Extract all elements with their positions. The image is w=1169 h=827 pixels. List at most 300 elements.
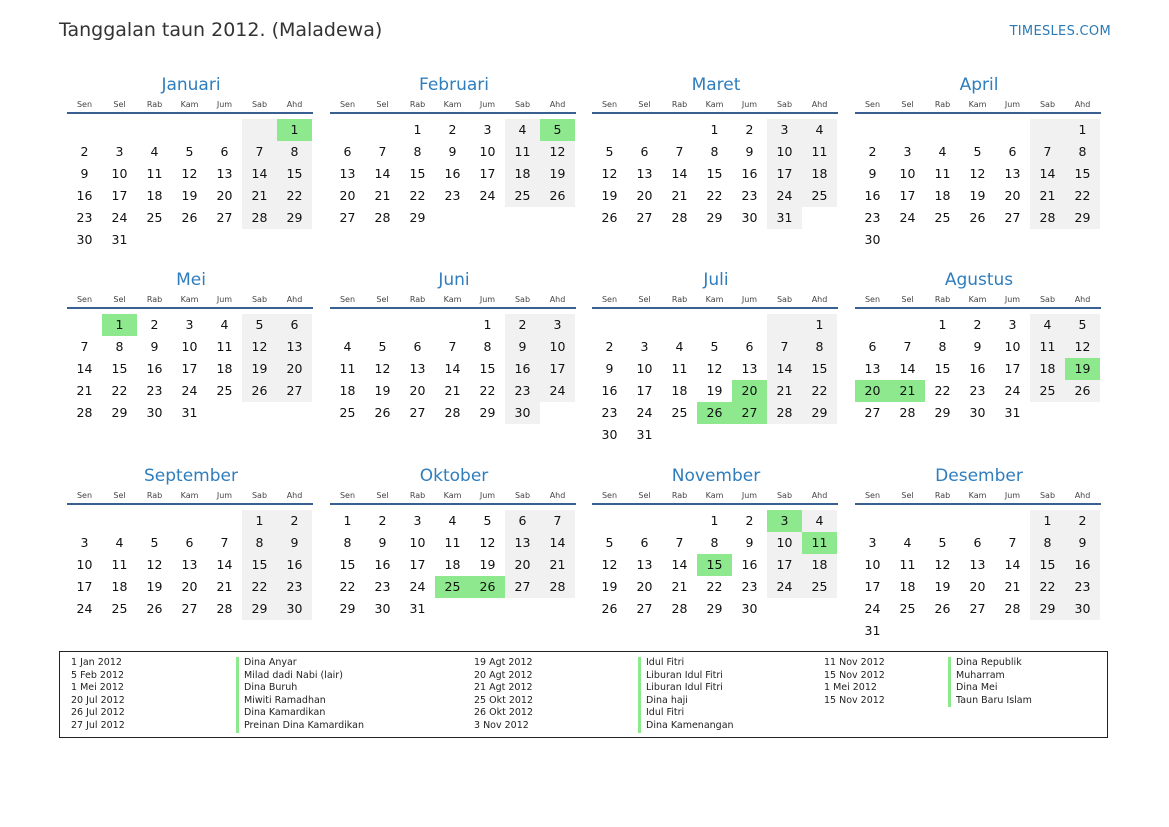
day-cell: 20 <box>636 188 653 203</box>
weekday-header <box>67 98 313 114</box>
day-cell: 28 <box>540 576 575 598</box>
legend-holiday-name: Dina Mei <box>948 682 1032 695</box>
day-cell: 23 <box>374 579 391 594</box>
day-cell: 31 <box>636 427 653 442</box>
empty-day-cell <box>627 510 662 532</box>
day-cell: 7 <box>540 510 575 532</box>
day-cell: 29 <box>1030 598 1065 620</box>
day-cell: 5 <box>540 119 575 141</box>
day-cell: 20 <box>505 554 540 576</box>
day-cell: 16 <box>969 361 986 376</box>
weekday-label: Ahd <box>1074 100 1091 109</box>
weekday-header <box>855 489 1101 505</box>
day-cell: 7 <box>1030 141 1065 163</box>
day-cell: 9 <box>1065 532 1100 554</box>
holiday-legend <box>59 651 1108 738</box>
page-title: Tanggalan taun 2012. (Maladewa) <box>59 19 383 41</box>
day-cell: 16 <box>277 554 312 576</box>
empty-day-cell <box>172 119 207 141</box>
day-cell: 18 <box>111 579 128 594</box>
legend-holiday-name: Idul Fitri <box>638 657 734 670</box>
day-cell: 14 <box>444 361 461 376</box>
weekday-header <box>330 293 576 309</box>
day-cell: 3 <box>640 339 649 354</box>
legend-holiday-name: Dina Anyar <box>236 657 364 670</box>
day-cell: 8 <box>1030 532 1065 554</box>
day-cell: 16 <box>1065 554 1100 576</box>
day-cell: 28 <box>216 601 233 616</box>
empty-day-cell <box>592 510 627 532</box>
day-cell: 21 <box>890 380 925 402</box>
day-cell: 4 <box>115 535 124 550</box>
day-cell: 7 <box>242 141 277 163</box>
day-cell: 20 <box>277 358 312 380</box>
weekday-label: Rab <box>409 295 426 304</box>
day-cell: 30 <box>601 427 618 442</box>
day-cell: 3 <box>115 144 124 159</box>
day-cell: 15 <box>802 358 837 380</box>
day-cell: 9 <box>605 361 614 376</box>
day-cell: 30 <box>76 232 93 247</box>
day-cell: 23 <box>1065 576 1100 598</box>
empty-day-cell <box>662 510 697 532</box>
day-cell: 9 <box>277 532 312 554</box>
day-cell: 28 <box>767 402 802 424</box>
day-cell: 18 <box>505 163 540 185</box>
empty-day-cell <box>890 510 925 532</box>
day-cell: 23 <box>864 210 881 225</box>
month-september <box>68 465 314 620</box>
legend-date: 27 Jul 2012 <box>71 719 125 731</box>
legend-names-column <box>236 657 364 733</box>
month-name: November <box>671 466 761 486</box>
day-cell: 27 <box>969 601 986 616</box>
day-cell: 13 <box>864 361 881 376</box>
day-cell: 6 <box>640 144 649 159</box>
day-cell: 29 <box>706 601 723 616</box>
day-cell: 6 <box>343 144 352 159</box>
weekday-label: Sel <box>376 491 389 500</box>
day-grid <box>592 510 839 620</box>
weekday-label: Sel <box>901 295 914 304</box>
day-cell: 17 <box>111 188 128 203</box>
empty-day-cell <box>207 119 242 141</box>
day-cell: 25 <box>899 601 916 616</box>
weekday-label: Sel <box>638 491 651 500</box>
day-cell: 8 <box>242 532 277 554</box>
day-cell: 10 <box>864 557 881 572</box>
day-cell: 23 <box>741 188 758 203</box>
weekday-label: Rab <box>409 100 426 109</box>
day-cell: 7 <box>903 339 912 354</box>
empty-day-cell <box>662 119 697 141</box>
day-cell: 31 <box>767 207 802 229</box>
day-cell: 11 <box>111 557 128 572</box>
day-cell: 6 <box>640 535 649 550</box>
month-juli <box>593 269 839 446</box>
day-cell: 25 <box>435 576 470 598</box>
legend-date: 3 Nov 2012 <box>474 719 529 731</box>
day-cell: 4 <box>938 144 947 159</box>
day-cell: 8 <box>1065 141 1100 163</box>
day-cell: 27 <box>216 210 233 225</box>
weekday-label: Ahd <box>286 100 303 109</box>
day-cell: 24 <box>479 188 496 203</box>
day-cell: 29 <box>339 601 356 616</box>
day-cell: 17 <box>409 557 426 572</box>
day-cell: 3 <box>1008 317 1017 332</box>
day-cell: 2 <box>1065 510 1100 532</box>
day-cell: 2 <box>378 513 387 528</box>
day-cell: 9 <box>868 166 877 181</box>
weekday-label: Rab <box>671 295 688 304</box>
day-cell: 17 <box>1004 361 1021 376</box>
day-cell: 28 <box>671 601 688 616</box>
day-cell: 20 <box>1004 188 1021 203</box>
day-cell: 12 <box>706 361 723 376</box>
day-cell: 24 <box>111 210 128 225</box>
day-cell: 5 <box>242 314 277 336</box>
weekday-header <box>855 98 1101 114</box>
day-cell: 1 <box>277 119 312 141</box>
empty-day-cell <box>137 510 172 532</box>
day-cell: 5 <box>1065 314 1100 336</box>
weekday-label: Kam <box>968 491 987 500</box>
day-cell: 1 <box>710 513 719 528</box>
day-cell: 5 <box>483 513 492 528</box>
day-cell: 19 <box>540 163 575 185</box>
day-cell: 1 <box>1030 510 1065 532</box>
day-cell: 1 <box>802 314 837 336</box>
weekday-label: Sel <box>376 295 389 304</box>
day-cell: 4 <box>448 513 457 528</box>
day-cell: 8 <box>802 336 837 358</box>
day-cell: 25 <box>505 185 540 207</box>
day-cell: 5 <box>605 535 614 550</box>
day-cell: 1 <box>1065 119 1100 141</box>
day-cell: 25 <box>1030 380 1065 402</box>
day-cell: 21 <box>671 579 688 594</box>
day-cell: 10 <box>1004 339 1021 354</box>
weekday-label: Ahd <box>811 100 828 109</box>
day-cell: 6 <box>277 314 312 336</box>
empty-day-cell <box>592 119 627 141</box>
day-cell: 27 <box>409 405 426 420</box>
weekday-label: Ahd <box>549 491 566 500</box>
weekday-label: Ahd <box>811 295 828 304</box>
weekday-label: Jum <box>216 295 233 304</box>
day-cell: 29 <box>111 405 128 420</box>
weekday-label: Kam <box>443 295 462 304</box>
legend-holiday-name: Milad dadi Nabi (lair) <box>236 670 364 683</box>
day-cell: 2 <box>868 144 877 159</box>
day-cell: 29 <box>479 405 496 420</box>
empty-day-cell <box>207 510 242 532</box>
day-cell: 28 <box>899 405 916 420</box>
legend-date: 1 Jan 2012 <box>71 657 122 668</box>
day-cell: 31 <box>111 232 128 247</box>
day-cell: 6 <box>745 339 754 354</box>
day-cell: 16 <box>601 383 618 398</box>
day-cell: 26 <box>242 380 277 402</box>
weekday-label: Sen <box>339 491 356 500</box>
weekday-label: Jum <box>741 100 758 109</box>
day-cell: 30 <box>741 210 758 225</box>
day-cell: 16 <box>146 361 163 376</box>
day-cell: 9 <box>745 535 754 550</box>
empty-day-cell <box>995 119 1030 141</box>
weekday-label: Sel <box>638 295 651 304</box>
empty-day-cell <box>732 314 767 336</box>
month-name: Agustus <box>944 270 1014 290</box>
day-cell: 19 <box>479 557 496 572</box>
day-cell: 24 <box>1004 383 1021 398</box>
day-cell: 27 <box>339 210 356 225</box>
day-cell: 27 <box>636 601 653 616</box>
weekday-label: Jum <box>741 295 758 304</box>
weekday-label: Sab <box>251 100 268 109</box>
empty-day-cell <box>67 510 102 532</box>
day-cell: 28 <box>1030 207 1065 229</box>
empty-day-cell <box>890 314 925 336</box>
weekday-label: Jum <box>1004 295 1021 304</box>
weekday-header <box>592 293 838 309</box>
day-cell: 14 <box>1004 557 1021 572</box>
day-cell: 15 <box>934 361 951 376</box>
day-cell: 3 <box>483 122 492 137</box>
month-desember <box>856 465 1102 642</box>
empty-day-cell <box>435 314 470 336</box>
day-cell: 25 <box>339 405 356 420</box>
weekday-label: Sen <box>864 295 881 304</box>
day-cell: 4 <box>903 535 912 550</box>
empty-day-cell <box>855 314 890 336</box>
day-cell: 11 <box>802 532 837 554</box>
day-cell: 11 <box>671 361 688 376</box>
legend-holiday-name: Liburan Idul Fitri <box>638 670 734 683</box>
day-cell: 30 <box>741 601 758 616</box>
day-cell: 19 <box>181 188 198 203</box>
empty-day-cell <box>172 510 207 532</box>
day-cell: 27 <box>732 402 767 424</box>
day-cell: 14 <box>242 163 277 185</box>
day-cell: 18 <box>1030 358 1065 380</box>
empty-day-cell <box>855 119 890 141</box>
day-grid <box>592 119 839 229</box>
weekday-header <box>855 293 1101 309</box>
empty-day-cell <box>1030 119 1065 141</box>
day-cell: 9 <box>745 144 754 159</box>
day-cell: 21 <box>242 185 277 207</box>
day-cell: 24 <box>181 383 198 398</box>
day-cell: 15 <box>277 163 312 185</box>
day-cell: 21 <box>540 554 575 576</box>
weekday-label: Sab <box>514 100 531 109</box>
day-cell: 6 <box>185 535 194 550</box>
day-cell: 5 <box>710 339 719 354</box>
day-cell: 14 <box>374 166 391 181</box>
day-cell: 8 <box>938 339 947 354</box>
day-cell: 17 <box>767 554 802 576</box>
weekday-label: Jum <box>216 491 233 500</box>
weekday-label: Ahd <box>286 295 303 304</box>
empty-day-cell <box>960 119 995 141</box>
day-cell: 18 <box>802 554 837 576</box>
day-cell: 27 <box>1004 210 1021 225</box>
day-cell: 18 <box>444 557 461 572</box>
day-cell: 26 <box>470 576 505 598</box>
day-cell: 2 <box>448 122 457 137</box>
day-cell: 7 <box>675 535 684 550</box>
day-cell: 10 <box>76 557 93 572</box>
legend-holiday-name: Dina Buruh <box>236 682 364 695</box>
weekday-label: Sen <box>339 295 356 304</box>
legend-holiday-name: Liburan Idul Fitri <box>638 682 734 695</box>
month-name: April <box>959 75 999 95</box>
legend-holiday-name: Dina Kamardikan <box>236 707 364 720</box>
day-cell: 23 <box>444 188 461 203</box>
weekday-label: Kam <box>443 491 462 500</box>
weekday-label: Sen <box>601 295 618 304</box>
day-cell: 24 <box>864 601 881 616</box>
day-cell: 2 <box>973 317 982 332</box>
weekday-label: Rab <box>146 295 163 304</box>
day-cell: 21 <box>76 383 93 398</box>
day-cell: 18 <box>934 188 951 203</box>
month-mei <box>68 269 314 424</box>
weekday-label: Sen <box>864 491 881 500</box>
empty-day-cell <box>662 314 697 336</box>
weekday-label: Sen <box>339 100 356 109</box>
day-cell: 10 <box>409 535 426 550</box>
day-cell: 10 <box>479 144 496 159</box>
month-name: Maret <box>691 75 741 95</box>
day-cell: 20 <box>969 579 986 594</box>
weekday-label: Rab <box>934 295 951 304</box>
day-cell: 28 <box>374 210 391 225</box>
day-cell: 31 <box>181 405 198 420</box>
day-cell: 25 <box>934 210 951 225</box>
month-name: Februari <box>419 75 489 95</box>
weekday-label: Sen <box>76 295 93 304</box>
month-januari <box>68 74 314 251</box>
weekday-label: Sen <box>864 100 881 109</box>
day-cell: 7 <box>378 144 387 159</box>
empty-day-cell <box>627 119 662 141</box>
weekday-label: Kam <box>705 100 724 109</box>
day-cell: 3 <box>540 314 575 336</box>
weekday-label: Jum <box>216 100 233 109</box>
weekday-label: Ahd <box>1074 295 1091 304</box>
weekday-label: Rab <box>671 491 688 500</box>
weekday-label: Kam <box>180 295 199 304</box>
weekday-label: Jum <box>1004 491 1021 500</box>
weekday-label: Rab <box>409 491 426 500</box>
day-cell: 12 <box>1065 336 1100 358</box>
day-cell: 10 <box>636 361 653 376</box>
day-cell: 1 <box>343 513 352 528</box>
day-cell: 21 <box>216 579 233 594</box>
day-cell: 2 <box>745 513 754 528</box>
empty-day-cell <box>67 314 102 336</box>
day-cell: 30 <box>374 601 391 616</box>
day-grid <box>855 314 1102 424</box>
weekday-header <box>67 293 313 309</box>
day-cell: 14 <box>1030 163 1065 185</box>
day-cell: 19 <box>146 579 163 594</box>
day-cell: 7 <box>448 339 457 354</box>
day-cell: 26 <box>601 601 618 616</box>
day-cell: 7 <box>1008 535 1017 550</box>
day-cell: 15 <box>1065 163 1100 185</box>
day-cell: 3 <box>767 119 802 141</box>
day-cell: 4 <box>802 119 837 141</box>
day-cell: 13 <box>969 557 986 572</box>
day-cell: 26 <box>601 210 618 225</box>
day-cell: 12 <box>479 535 496 550</box>
day-cell: 9 <box>505 336 540 358</box>
day-cell: 28 <box>76 405 93 420</box>
empty-day-cell <box>400 314 435 336</box>
legend-holiday-name: Miwiti Ramadhan <box>236 695 364 708</box>
legend-dates-column <box>71 657 125 733</box>
day-cell: 5 <box>973 144 982 159</box>
legend-holiday-name: Muharram <box>948 670 1032 683</box>
day-cell: 17 <box>76 579 93 594</box>
day-cell: 11 <box>444 535 461 550</box>
day-cell: 4 <box>505 119 540 141</box>
day-cell: 2 <box>80 144 89 159</box>
day-cell: 2 <box>605 339 614 354</box>
day-cell: 20 <box>732 380 767 402</box>
day-cell: 17 <box>540 358 575 380</box>
day-cell: 9 <box>150 339 159 354</box>
day-cell: 4 <box>343 339 352 354</box>
empty-day-cell <box>330 314 365 336</box>
legend-holiday-name: Dina Kamenangan <box>638 720 734 733</box>
legend-date: 21 Agt 2012 <box>474 682 533 694</box>
day-cell: 22 <box>242 576 277 598</box>
empty-day-cell <box>102 119 137 141</box>
day-cell: 12 <box>601 166 618 181</box>
day-cell: 3 <box>868 535 877 550</box>
day-cell: 7 <box>767 336 802 358</box>
day-cell: 5 <box>185 144 194 159</box>
legend-date: 1 Mei 2012 <box>824 682 877 694</box>
day-cell: 25 <box>671 405 688 420</box>
day-cell: 19 <box>242 358 277 380</box>
month-november <box>593 465 839 620</box>
day-cell: 22 <box>706 188 723 203</box>
day-cell: 15 <box>339 557 356 572</box>
day-cell: 23 <box>76 210 93 225</box>
day-cell: 3 <box>903 144 912 159</box>
site-link[interactable]: TIMESLES.COM <box>1009 24 1111 39</box>
day-cell: 14 <box>899 361 916 376</box>
day-grid <box>330 314 577 424</box>
day-cell: 3 <box>185 317 194 332</box>
day-cell: 19 <box>1065 358 1100 380</box>
day-cell: 26 <box>146 601 163 616</box>
weekday-label: Kam <box>968 295 987 304</box>
day-grid <box>855 119 1102 251</box>
day-cell: 19 <box>374 383 391 398</box>
day-cell: 19 <box>601 579 618 594</box>
day-cell: 25 <box>802 576 837 598</box>
day-cell: 7 <box>80 339 89 354</box>
empty-day-cell <box>592 314 627 336</box>
day-cell: 26 <box>540 185 575 207</box>
